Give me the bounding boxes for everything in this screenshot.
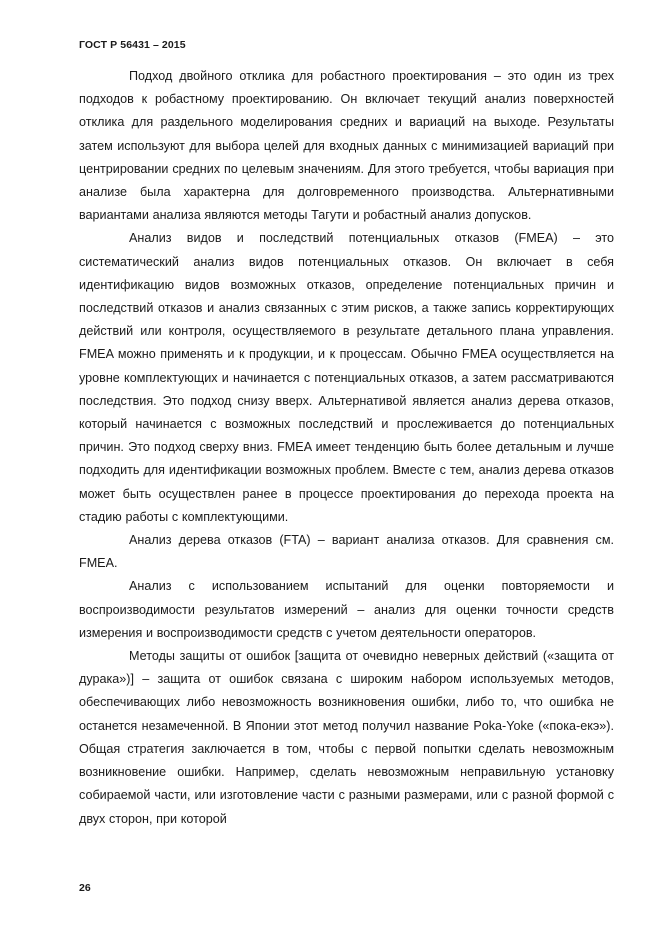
paragraph-fmea: Анализ видов и последствий потенциальных отказов (FMEA) – это систематический анализ видов потенциальных отказов. Он включает в себя идентификацию видов возможных отказов, определение потенциальных причин и последствий отказов и анализ связанных с этим рисков, а также запись корректирующих действий или контроля, осуществляемого в результате детального плана управления. FMEA можно применять и к продукции, и к процессам. Обычно FMEA осуществляется на уровне комплектующих и начинается с потенциальных отказов, а затем рассматриваются последствия. Это подход снизу вверх. Альтернативой является анализ дерева отказов, который начинается с возможных последствий и прослеживается до потенциальных причин. Это подход сверху вниз. FMEA имеет тенденцию быть более детальным и лучше подходить для идентификации возможных проблем. Вместе с тем, анализ дерева отказов может быть осуществлен ранее в процессе проектирования до перехода проекта на стадию работы с комплектующими. (79, 231, 614, 524)
paragraph-robust-design: Подход двойного отклика для робастного проектирования – это один из трех подходов к робастному проектированию. Он включает текущий анализ поверхностей отклика для раздельного моделирования средних и вариаций на выходе. Результаты затем используют для выбора целей для входных данных с минимизацией вариаций при центрировании средних по целевым значениям. Для этого требуется, чтобы вариация при анализе была характерна для долговременного производства. Альтернативными вариантами анализа являются методы Тагути и робастный анализ допусков. (79, 69, 614, 223)
paragraph-measurement-analysis: Анализ с использованием испытаний для оценки повторяемости и воспроизводимости результатов измерений – анализ для оценки точности средств измерения и воспроизводимости средств с учетом деятельности операторов. (79, 579, 614, 640)
document-body (79, 65, 614, 831)
page-number: 26 (79, 882, 91, 894)
document-header-standard-code: ГОСТ Р 56431 – 2015 (79, 39, 186, 51)
paragraph-fta: Анализ дерева отказов (FTA) – вариант анализа отказов. Для сравнения см. FMEA. (79, 533, 614, 571)
paragraph-error-proofing: Методы защиты от ошибок [защита от очевидно неверных действий («защита от дурака»)] – защита от ошибок связана с широким набором используемых методов, обеспечивающих либо невозможность возникновения ошибки, либо то, что ошибка не останется незамеченной. В Японии этот метод получил название Poka-Yoke («пока-екэ»). Общая стратегия заключается в том, чтобы с первой попытки сделать невозможным возникновение ошибки. Например, сделать невозможным неправильную установку собираемой части, или изготовление части с разными размерами, или с разной формой с двух сторон, при которой (79, 649, 614, 826)
